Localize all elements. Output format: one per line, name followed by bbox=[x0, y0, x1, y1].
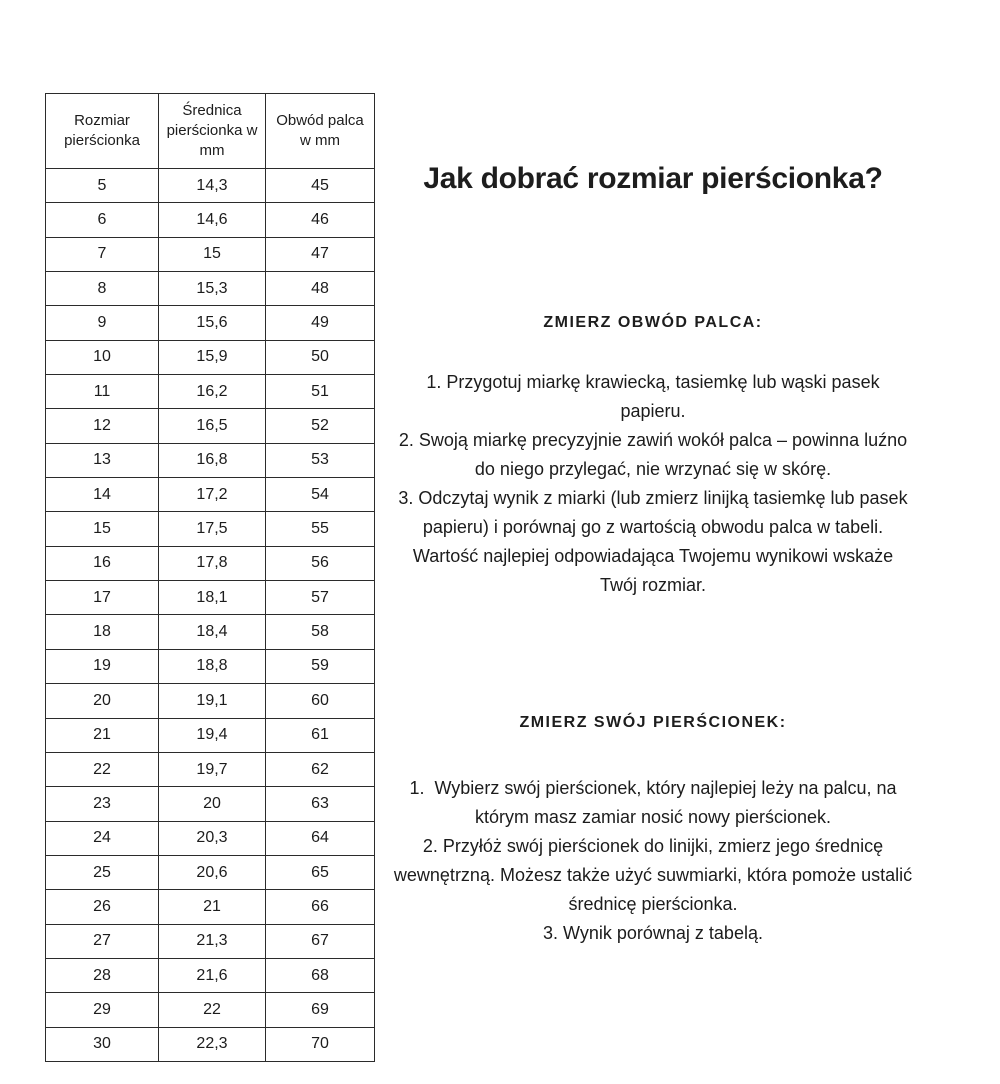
table-cell: 20 bbox=[46, 684, 159, 718]
table-cell: 24 bbox=[46, 821, 159, 855]
table-row bbox=[46, 306, 375, 340]
table-cell: 20,3 bbox=[159, 821, 266, 855]
table-cell: 51 bbox=[266, 375, 375, 409]
table-cell: 17 bbox=[46, 581, 159, 615]
table-cell: 8 bbox=[46, 272, 159, 306]
table-cell: 62 bbox=[266, 752, 375, 786]
size-table-body bbox=[46, 169, 375, 1062]
table-row bbox=[46, 649, 375, 683]
table-cell: 11 bbox=[46, 375, 159, 409]
table-cell: 19,7 bbox=[159, 752, 266, 786]
table-cell: 14 bbox=[46, 478, 159, 512]
instruction-item: 2. Przyłóż swój pierścionek do linijki, zmierz jego średnicę wewnętrzną. Możesz także użyć suwmiarki, która pomoże ustalić średnicę pierścionka. bbox=[393, 836, 913, 914]
table-cell: 18 bbox=[46, 615, 159, 649]
table-cell: 59 bbox=[266, 649, 375, 683]
table-row bbox=[46, 169, 375, 203]
table-cell: 69 bbox=[266, 993, 375, 1027]
instruction-list-measure-ring bbox=[393, 774, 913, 948]
table-cell: 5 bbox=[46, 169, 159, 203]
table-cell: 64 bbox=[266, 821, 375, 855]
table-cell: 67 bbox=[266, 924, 375, 958]
table-row bbox=[46, 443, 375, 477]
table-cell: 58 bbox=[266, 615, 375, 649]
instruction-item: 3. Wynik porównaj z tabelą. bbox=[543, 923, 763, 943]
table-cell: 50 bbox=[266, 340, 375, 374]
header-ring-diameter: Średnica pierścionka w mm bbox=[159, 94, 266, 169]
table-row bbox=[46, 272, 375, 306]
table-cell: 14,6 bbox=[159, 203, 266, 237]
table-cell: 22 bbox=[46, 752, 159, 786]
table-row bbox=[46, 958, 375, 992]
table-cell: 48 bbox=[266, 272, 375, 306]
header-ring-size: Rozmiar pierścionka bbox=[46, 94, 159, 169]
table-row bbox=[46, 512, 375, 546]
table-row bbox=[46, 409, 375, 443]
table-cell: 52 bbox=[266, 409, 375, 443]
header-finger-circumference: Obwód palca w mm bbox=[266, 94, 375, 169]
section-heading-measure-ring: ZMIERZ SWÓJ PIERŚCIONEK: bbox=[519, 714, 787, 731]
table-cell: 15,9 bbox=[159, 340, 266, 374]
table-row bbox=[46, 1027, 375, 1061]
table-row bbox=[46, 478, 375, 512]
table-cell: 28 bbox=[46, 958, 159, 992]
instruction-list-measure-finger bbox=[393, 368, 913, 600]
table-cell: 55 bbox=[266, 512, 375, 546]
table-cell: 47 bbox=[266, 237, 375, 271]
table-row bbox=[46, 993, 375, 1027]
table-cell: 22,3 bbox=[159, 1027, 266, 1061]
table-cell: 17,5 bbox=[159, 512, 266, 546]
table-row bbox=[46, 684, 375, 718]
ring-size-table bbox=[45, 93, 375, 1062]
table-cell: 17,8 bbox=[159, 546, 266, 580]
table-cell: 16,5 bbox=[159, 409, 266, 443]
table-cell: 21,3 bbox=[159, 924, 266, 958]
table-cell: 25 bbox=[46, 855, 159, 889]
table-row bbox=[46, 718, 375, 752]
table-row bbox=[46, 890, 375, 924]
table-cell: 19 bbox=[46, 649, 159, 683]
instruction-item: 1. Przygotuj miarkę krawiecką, tasiemkę lub wąski pasek papieru. bbox=[426, 372, 880, 421]
table-cell: 20,6 bbox=[159, 855, 266, 889]
table-cell: 23 bbox=[46, 787, 159, 821]
table-cell: 27 bbox=[46, 924, 159, 958]
table-cell: 15,3 bbox=[159, 272, 266, 306]
table-cell: 66 bbox=[266, 890, 375, 924]
table-cell: 53 bbox=[266, 443, 375, 477]
instruction-item: 2. Swoją miarkę precyzyjnie zawiń wokół palca – powinna luźno do niego przylegać, nie wrzynać się w skórę. bbox=[398, 430, 908, 479]
table-cell: 9 bbox=[46, 306, 159, 340]
table-cell: 20 bbox=[159, 787, 266, 821]
table-cell: 16,8 bbox=[159, 443, 266, 477]
section-heading-measure-finger: ZMIERZ OBWÓD PALCA: bbox=[543, 314, 763, 331]
table-cell: 18,1 bbox=[159, 581, 266, 615]
table-cell: 46 bbox=[266, 203, 375, 237]
table-cell: 21 bbox=[46, 718, 159, 752]
table-row bbox=[46, 340, 375, 374]
table-cell: 18,4 bbox=[159, 615, 266, 649]
table-cell: 26 bbox=[46, 890, 159, 924]
table-row bbox=[46, 855, 375, 889]
table-row bbox=[46, 546, 375, 580]
table-cell: 56 bbox=[266, 546, 375, 580]
table-cell: 68 bbox=[266, 958, 375, 992]
table-cell: 63 bbox=[266, 787, 375, 821]
table-row bbox=[46, 203, 375, 237]
page-title: Jak dobrać rozmiar pierścionka? bbox=[423, 162, 883, 195]
table-cell: 15,6 bbox=[159, 306, 266, 340]
table-row bbox=[46, 821, 375, 855]
table-header-row bbox=[46, 94, 375, 169]
table-row bbox=[46, 787, 375, 821]
table-cell: 14,3 bbox=[159, 169, 266, 203]
table-cell: 17,2 bbox=[159, 478, 266, 512]
table-cell: 60 bbox=[266, 684, 375, 718]
table-cell: 16 bbox=[46, 546, 159, 580]
table-row bbox=[46, 375, 375, 409]
table-cell: 30 bbox=[46, 1027, 159, 1061]
instructions-column bbox=[393, 0, 913, 1084]
table-row bbox=[46, 924, 375, 958]
table-cell: 65 bbox=[266, 855, 375, 889]
instruction-item: 3. Odczytaj wynik z miarki (lub zmierz linijką tasiemkę lub pasek papieru) i porównaj go z wartością obwodu palca w tabeli. Wartość najlepiej odpowiadająca Twojemu wynikowi wskaże Twój rozmiar. bbox=[398, 488, 908, 595]
table-cell: 6 bbox=[46, 203, 159, 237]
table-row bbox=[46, 752, 375, 786]
table-cell: 13 bbox=[46, 443, 159, 477]
table-row bbox=[46, 237, 375, 271]
table-cell: 10 bbox=[46, 340, 159, 374]
table-cell: 18,8 bbox=[159, 649, 266, 683]
table-cell: 70 bbox=[266, 1027, 375, 1061]
table-cell: 45 bbox=[266, 169, 375, 203]
table-cell: 7 bbox=[46, 237, 159, 271]
table-cell: 16,2 bbox=[159, 375, 266, 409]
table-cell: 49 bbox=[266, 306, 375, 340]
table-cell: 54 bbox=[266, 478, 375, 512]
table-cell: 21,6 bbox=[159, 958, 266, 992]
table-cell: 29 bbox=[46, 993, 159, 1027]
table-cell: 22 bbox=[159, 993, 266, 1027]
table-cell: 19,1 bbox=[159, 684, 266, 718]
table-cell: 21 bbox=[159, 890, 266, 924]
table-cell: 61 bbox=[266, 718, 375, 752]
table-cell: 19,4 bbox=[159, 718, 266, 752]
table-cell: 15 bbox=[46, 512, 159, 546]
table-row bbox=[46, 581, 375, 615]
instruction-item: 1. Wybierz swój pierścionek, który najlepiej leży na palcu, na którym masz zamiar nosić nowy pierścionek. bbox=[409, 778, 897, 827]
table-cell: 15 bbox=[159, 237, 266, 271]
table-cell: 57 bbox=[266, 581, 375, 615]
table-cell: 12 bbox=[46, 409, 159, 443]
table-row bbox=[46, 615, 375, 649]
